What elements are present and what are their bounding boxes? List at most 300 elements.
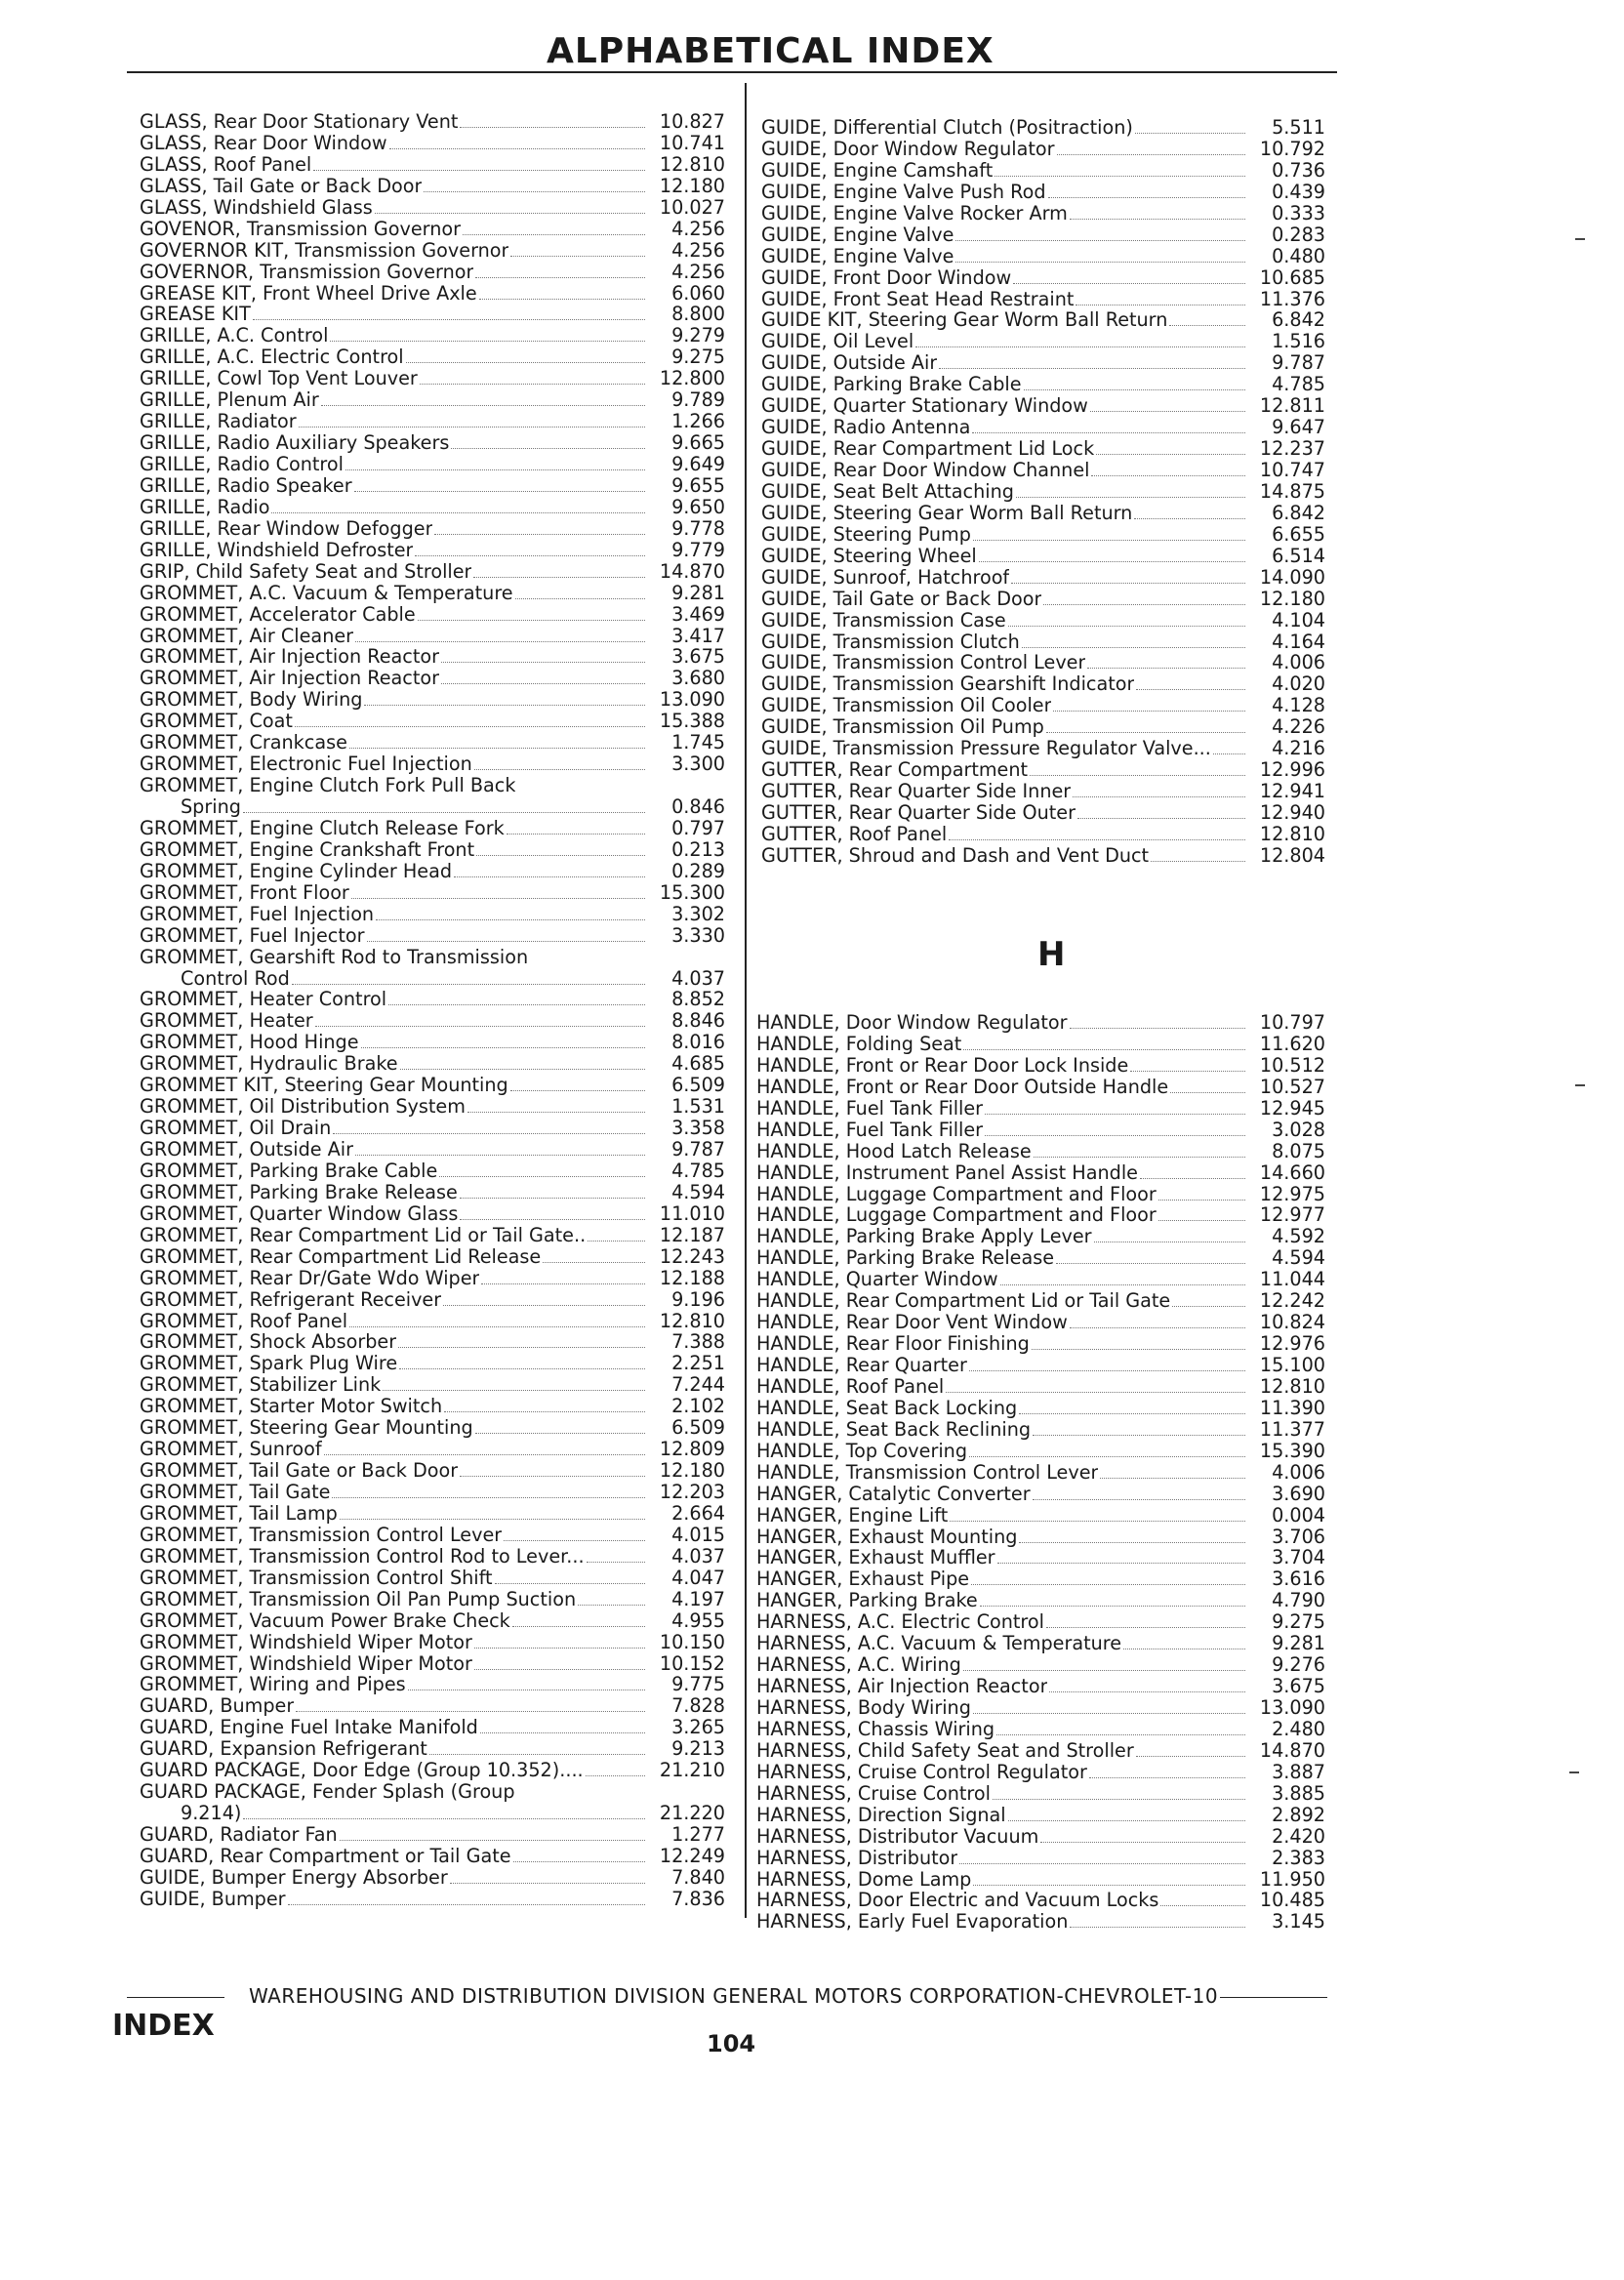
leader-dots: [993, 1799, 1245, 1800]
entry-reference-number: 15.388: [659, 710, 725, 733]
entry-reference-number: 3.675: [1272, 1675, 1325, 1698]
entry-reference-number: 12.800: [659, 367, 725, 390]
entry-reference-number: 0.439: [1272, 180, 1325, 203]
leader-dots: [1160, 1905, 1245, 1906]
entry-reference-number: 4.216: [1272, 737, 1325, 760]
index-entry: [761, 802, 1325, 824]
leader-dots: [364, 705, 645, 706]
entry-reference-number: 8.800: [671, 303, 725, 326]
leader-dots: [543, 1262, 645, 1263]
leader-dots: [972, 432, 1245, 433]
entry-reference-number: 4.006: [1272, 1460, 1325, 1484]
entry-label: GUIDE, Engine Valve Push Rod: [761, 181, 1046, 203]
entry-reference-number: 9.779: [671, 538, 725, 561]
entry-label: HANDLE, Transmission Control Lever: [756, 1461, 1099, 1484]
leader-dots: [1158, 1220, 1245, 1221]
index-entry: [140, 1246, 725, 1268]
entry-label: HANGER, Engine Lift: [756, 1504, 949, 1527]
leader-dots: [1136, 1756, 1245, 1757]
index-entry: [140, 111, 725, 133]
entry-label: GROMMET, Transmission Control Rod to Lever...: [140, 1545, 585, 1568]
entry-label: GUIDE KIT, Steering Gear Worm Ball Return: [761, 309, 1168, 332]
leader-dots: [330, 341, 645, 342]
entry-reference-number: 0.289: [671, 859, 725, 882]
index-entry: [761, 781, 1325, 802]
leader-dots: [1070, 1028, 1245, 1029]
index-entry: [140, 947, 725, 968]
entry-reference-number: 4.015: [671, 1523, 725, 1546]
entry-label: HARNESS, Dome Lamp: [756, 1868, 972, 1891]
leader-dots: [1019, 1542, 1245, 1543]
index-entry: [140, 1717, 725, 1738]
leader-dots: [313, 170, 645, 171]
entry-label: GRILLE, Radiator: [140, 411, 297, 433]
entry-reference-number: 11.044: [1259, 1268, 1325, 1291]
index-entry: [140, 389, 725, 411]
entry-label: GUIDE, Outside Air: [761, 352, 938, 375]
entry-label: GRILLE, Windshield Defroster: [140, 539, 414, 561]
entry-label: GUIDE, Rear Door Window Channel: [761, 460, 1090, 481]
entry-label: GROMMET, Transmission Control Shift: [140, 1567, 493, 1589]
entry-reference-number: 9.275: [671, 346, 725, 369]
index-entry: [140, 882, 725, 904]
entry-reference-number: 1.745: [671, 731, 725, 754]
leader-dots: [354, 491, 645, 492]
entry-reference-number: 0.846: [671, 795, 725, 818]
index-entry: [756, 1848, 1325, 1869]
entry-label: GROMMET, Tail Gate: [140, 1482, 331, 1503]
entry-reference-number: 0.004: [1272, 1503, 1325, 1527]
entry-reference-number: 12.996: [1259, 758, 1325, 782]
entry-label: HANDLE, Rear Quarter: [756, 1355, 967, 1376]
entry-reference-number: 10.827: [659, 110, 725, 133]
leader-dots: [349, 1326, 645, 1327]
index-entry: [756, 1484, 1325, 1505]
leader-dots: [915, 346, 1245, 347]
index-entry: [761, 845, 1325, 867]
leader-dots: [1040, 1842, 1245, 1843]
leader-dots: [969, 1456, 1245, 1457]
index-entry: [140, 1632, 725, 1653]
index-entry: [756, 1611, 1325, 1633]
entry-reference-number: 10.512: [1259, 1053, 1325, 1077]
entry-label: GREASE KIT: [140, 304, 251, 326]
entry-label: GRILLE, Radio Auxiliary Speakers: [140, 432, 450, 455]
index-entry: [756, 1783, 1325, 1805]
leader-dots: [973, 1885, 1245, 1886]
entry-label: HANGER, Exhaust Pipe: [756, 1568, 970, 1591]
leader-dots: [388, 1004, 645, 1005]
entry-label: HARNESS, A.C. Vacuum & Temperature: [756, 1633, 1122, 1655]
entry-label: GROMMET, Heater Control: [140, 989, 387, 1011]
index-entry: [140, 1053, 725, 1075]
leader-dots: [439, 1176, 645, 1177]
entry-reference-number: 11.377: [1259, 1417, 1325, 1441]
index-entry: [140, 626, 725, 647]
entry-label: GUARD, Engine Fuel Intake Manifold: [140, 1717, 478, 1739]
entry-label: GROMMET, Stabilizer Link: [140, 1374, 382, 1397]
index-entry: [140, 1482, 725, 1503]
leader-dots: [1046, 1627, 1245, 1628]
footer-rule-right: [1220, 1997, 1327, 1998]
entry-label: GROMMET, Transmission Control Lever: [140, 1524, 503, 1546]
leader-dots: [1049, 1691, 1245, 1692]
leader-dots: [949, 839, 1245, 840]
index-entry: [140, 1760, 725, 1781]
leader-dots: [588, 1241, 645, 1242]
entry-reference-number: 2.420: [1272, 1824, 1325, 1848]
entry-label: GUIDE, Tail Gate or Back Door: [761, 588, 1042, 610]
leader-dots: [418, 620, 645, 621]
entry-reference-number: 12.188: [659, 1266, 725, 1289]
entry-label: GROMMET, Rear Dr/Gate Wdo Wiper: [140, 1267, 480, 1289]
entry-label: GUARD, Bumper: [140, 1695, 295, 1718]
entry-reference-number: 2.892: [1272, 1803, 1325, 1826]
index-entry: [761, 395, 1325, 417]
index-entry: [756, 1204, 1325, 1226]
entry-label: GOVENOR, Transmission Governor: [140, 218, 462, 240]
entry-label: GRILLE, Cowl Top Vent Louver: [140, 368, 418, 390]
leader-dots: [586, 1775, 645, 1776]
leader-dots: [451, 448, 645, 449]
entry-reference-number: 12.976: [1259, 1332, 1325, 1356]
index-entry: [756, 1568, 1325, 1590]
index-entry: [756, 1462, 1325, 1484]
entry-reference-number: 9.778: [671, 516, 725, 540]
entry-label: HANDLE, Folding Seat: [756, 1033, 962, 1055]
index-entry: [140, 1396, 725, 1417]
entry-reference-number: 9.775: [671, 1673, 725, 1696]
leader-dots: [996, 1734, 1245, 1735]
entry-reference-number: 6.842: [1272, 501, 1325, 524]
index-entry: [140, 1503, 725, 1525]
index-entry: [140, 540, 725, 561]
entry-label: GUIDE, Transmission Oil Pump: [761, 716, 1044, 739]
index-entry: [140, 839, 725, 861]
entry-reference-number: 12.187: [659, 1223, 725, 1246]
index-entry: [140, 1674, 725, 1695]
index-entry: [140, 1311, 725, 1332]
leader-dots: [1100, 1478, 1245, 1479]
entry-label: GROMMET, Coat: [140, 711, 293, 733]
leader-dots: [253, 319, 645, 320]
entry-label: HANDLE, Seat Back Reclining: [756, 1418, 1032, 1441]
index-entry: [761, 610, 1325, 631]
leader-dots: [979, 561, 1245, 562]
leader-dots: [429, 1754, 645, 1755]
leader-dots: [1053, 711, 1245, 712]
entry-reference-number: 4.785: [1272, 373, 1325, 396]
entry-label: HANDLE, Parking Brake Apply Lever: [756, 1226, 1092, 1248]
entry-label: HARNESS, Chassis Wiring: [756, 1718, 995, 1740]
leader-dots: [1213, 753, 1245, 754]
entry-label: GROMMET, Air Injection Reactor: [140, 646, 439, 669]
entry-reference-number: 4.256: [671, 217, 725, 240]
entry-reference-number: 9.787: [671, 1138, 725, 1160]
entry-reference-number: 4.128: [1272, 694, 1325, 717]
index-entry: [761, 824, 1325, 845]
leader-dots: [243, 1818, 645, 1819]
leader-dots: [340, 1840, 645, 1841]
leader-dots: [383, 1390, 645, 1391]
leader-dots: [1008, 1820, 1245, 1821]
entry-reference-number: 6.842: [1272, 308, 1325, 332]
entry-reference-number: 10.485: [1259, 1889, 1325, 1912]
entry-label: GROMMET, Hydraulic Brake: [140, 1053, 398, 1076]
index-entry: [140, 1824, 725, 1846]
entry-reference-number: 4.685: [671, 1052, 725, 1076]
entry-reference-number: 10.027: [659, 195, 725, 219]
index-entry: [756, 1719, 1325, 1740]
entry-reference-number: 8.852: [671, 988, 725, 1011]
entry-reference-number: 3.358: [671, 1117, 725, 1140]
entry-label: HANDLE, Roof Panel: [756, 1375, 945, 1398]
leader-dots: [415, 555, 645, 556]
entry-reference-number: 9.275: [1272, 1610, 1325, 1634]
index-entry: [761, 267, 1325, 289]
index-entry: [761, 309, 1325, 331]
entry-label: Spring: [181, 796, 241, 818]
entry-label: GROMMET, Wiring and Pipes: [140, 1674, 406, 1696]
leader-dots: [985, 1114, 1245, 1115]
entry-label: GUIDE, Oil Level: [761, 331, 914, 353]
entry-reference-number: 12.810: [1259, 822, 1325, 845]
index-entry: [140, 1781, 725, 1803]
leader-dots: [1019, 1413, 1245, 1414]
leader-dots: [1000, 1284, 1245, 1285]
entry-reference-number: 8.846: [671, 1009, 725, 1033]
index-entry: [756, 1805, 1325, 1826]
leader-dots: [434, 534, 645, 535]
entry-reference-number: 9.787: [1272, 351, 1325, 375]
entry-reference-number: 14.660: [1259, 1160, 1325, 1184]
entry-label: GROMMET, Tail Gate or Back Door: [140, 1460, 459, 1483]
entry-reference-number: 13.090: [659, 688, 725, 712]
entry-label: GROMMET, Quarter Window Glass: [140, 1202, 459, 1225]
title-rule: [127, 71, 1337, 73]
entry-reference-number: 14.870: [659, 559, 725, 583]
leader-dots: [443, 1305, 645, 1306]
entry-reference-number: 10.527: [1259, 1075, 1325, 1098]
entry-label: GROMMET, Roof Panel: [140, 1310, 348, 1332]
entry-label: HANGER, Exhaust Muffler: [756, 1547, 995, 1569]
entry-reference-number: 14.875: [1259, 479, 1325, 503]
entry-label: GUIDE, Parking Brake Cable: [761, 374, 1022, 396]
entry-label: HANDLE, Front or Rear Door Outside Handle: [756, 1076, 1169, 1098]
leader-dots: [495, 1583, 645, 1584]
entry-reference-number: 0.797: [671, 816, 725, 839]
leader-dots: [1169, 325, 1245, 326]
index-entry: [140, 561, 725, 583]
index-entry: [761, 738, 1325, 759]
entry-reference-number: 4.256: [671, 238, 725, 262]
entry-reference-number: 12.975: [1259, 1182, 1325, 1205]
entry-label: 9.214): [181, 1803, 242, 1825]
leader-dots: [510, 256, 645, 257]
entry-reference-number: 12.180: [659, 1459, 725, 1483]
leader-dots: [463, 234, 645, 235]
index-entry: [140, 904, 725, 925]
index-entry: [761, 374, 1325, 395]
index-entry: [140, 583, 725, 604]
leader-dots: [324, 1454, 645, 1455]
entry-label: GUTTER, Roof Panel: [761, 823, 948, 845]
leader-dots: [375, 213, 645, 214]
leader-dots: [473, 577, 645, 578]
entry-label: GUTTER, Shroud and Dash and Vent Duct: [761, 844, 1150, 867]
index-entry: [140, 925, 725, 947]
index-entry: [761, 331, 1325, 352]
entry-label: GROMMET, Crankcase: [140, 732, 347, 754]
leader-dots: [1008, 626, 1245, 627]
index-entry: [761, 224, 1325, 246]
entry-label: GROMMET, Oil Distribution System: [140, 1096, 466, 1119]
leader-dots: [513, 1861, 645, 1862]
leader-dots: [1032, 1349, 1245, 1350]
index-entry: [756, 1527, 1325, 1548]
leader-dots: [963, 1670, 1245, 1671]
leader-dots: [985, 1135, 1245, 1136]
entry-reference-number: 10.797: [1259, 1011, 1325, 1034]
index-entry: [140, 968, 725, 990]
entry-label: GUTTER, Rear Quarter Side Outer: [761, 802, 1076, 824]
index-entry: [140, 432, 725, 454]
index-entry: [140, 197, 725, 219]
index-entry: [761, 589, 1325, 610]
index-entry: [761, 352, 1325, 374]
entry-label: HANDLE, Luggage Compartment and Floor: [756, 1183, 1157, 1205]
entry-reference-number: 1.277: [671, 1823, 725, 1846]
leader-dots: [474, 1669, 645, 1670]
entry-reference-number: 11.390: [1259, 1396, 1325, 1419]
index-entry: [140, 1032, 725, 1053]
entry-label: HARNESS, Cruise Control: [756, 1782, 991, 1805]
index-entry: [140, 818, 725, 839]
index-entry: [756, 1826, 1325, 1848]
leader-dots: [476, 855, 645, 856]
leader-dots: [1033, 1499, 1245, 1500]
leader-dots: [481, 1283, 645, 1284]
index-entry: [756, 1312, 1325, 1333]
leader-dots: [1030, 775, 1245, 776]
entry-label: GROMMET, Windshield Wiper Motor: [140, 1652, 472, 1675]
entry-reference-number: 12.809: [659, 1438, 725, 1461]
entry-reference-number: 6.655: [1272, 522, 1325, 546]
entry-label: GROMMET, Heater: [140, 1010, 313, 1033]
index-entry: [756, 1247, 1325, 1269]
entry-label: GROMMET, Hood Hinge: [140, 1032, 359, 1054]
index-entry: [140, 219, 725, 240]
index-entry: [756, 1098, 1325, 1120]
entry-reference-number: 3.265: [671, 1716, 725, 1739]
leader-dots: [507, 834, 645, 835]
leader-dots: [1011, 583, 1245, 584]
index-entry: [756, 1012, 1325, 1034]
index-entry: [756, 1654, 1325, 1676]
leader-dots: [1140, 1178, 1245, 1179]
entry-label: GUIDE, Steering Pump: [761, 523, 971, 546]
entry-label: GUIDE, Differential Clutch (Positraction): [761, 117, 1133, 139]
index-entry: [140, 1546, 725, 1568]
index-entry: [140, 1096, 725, 1118]
page-title: ALPHABETICAL INDEX: [547, 31, 995, 71]
entry-reference-number: 0.736: [1272, 158, 1325, 182]
entry-label: GUARD PACKAGE, Fender Splash (Group: [140, 1781, 515, 1804]
index-entry: [140, 497, 725, 518]
entry-reference-number: 12.242: [1259, 1289, 1325, 1313]
entry-label: GROMMET, Transmission Oil Pan Pump Suction: [140, 1588, 577, 1610]
index-entry: [140, 711, 725, 732]
entry-label: GROMMET, Electronic Fuel Injection: [140, 753, 472, 776]
leader-dots: [441, 662, 645, 663]
leader-dots: [315, 1026, 645, 1027]
index-entry: [761, 546, 1325, 567]
entry-reference-number: 9.655: [671, 473, 725, 497]
leader-dots: [420, 384, 645, 385]
entry-reference-number: 10.685: [1259, 265, 1325, 289]
leader-dots: [1043, 604, 1245, 605]
entry-label: GROMMET, A.C. Vacuum & Temperature: [140, 582, 513, 604]
entry-label: HANDLE, Seat Back Locking: [756, 1397, 1018, 1419]
entry-label: GROMMET, Steering Gear Mounting: [140, 1417, 473, 1440]
entry-reference-number: 0.333: [1272, 201, 1325, 224]
leader-dots: [955, 240, 1245, 241]
entry-reference-number: 11.010: [659, 1201, 725, 1225]
entry-label: HARNESS, Air Injection Reactor: [756, 1676, 1048, 1698]
leader-dots: [332, 1497, 645, 1498]
entry-label: GROMMET, Engine Crankshaft Front: [140, 838, 475, 861]
index-label: INDEX: [112, 2009, 215, 2043]
index-entry: [756, 1740, 1325, 1762]
index-entry: [756, 1633, 1325, 1654]
entry-label: GROMMET, Refrigerant Receiver: [140, 1288, 442, 1311]
entry-label: HARNESS, Body Wiring: [756, 1697, 971, 1719]
index-entry: [140, 411, 725, 432]
entry-label: HARNESS, Door Electric and Vacuum Locks: [756, 1890, 1159, 1912]
entry-reference-number: 3.704: [1272, 1546, 1325, 1569]
index-entry: [140, 1353, 725, 1374]
entry-label: GUIDE, Radio Antenna: [761, 417, 971, 439]
leader-dots: [479, 299, 645, 300]
entry-label: GROMMET, Fuel Injection: [140, 903, 375, 925]
entry-reference-number: 12.810: [1259, 1374, 1325, 1398]
index-entry: [140, 1738, 725, 1760]
leader-dots: [475, 277, 645, 278]
entry-label: GUARD, Expansion Refrigerant: [140, 1738, 427, 1761]
entry-label: GUIDE, Transmission Pressure Regulator Valve...: [761, 738, 1211, 760]
entry-reference-number: 3.417: [671, 624, 725, 647]
index-entry: [756, 1141, 1325, 1162]
entry-reference-number: 4.594: [1272, 1246, 1325, 1270]
entry-label: GROMMET, Sunroof: [140, 1439, 322, 1461]
index-entry: [140, 1203, 725, 1225]
leader-dots: [450, 1883, 645, 1884]
entry-label: HANDLE, Rear Door Vent Window: [756, 1312, 1068, 1334]
entry-reference-number: 2.383: [1272, 1846, 1325, 1869]
entry-reference-number: 12.940: [1259, 801, 1325, 824]
entry-reference-number: 11.376: [1259, 287, 1325, 310]
leader-dots: [398, 1347, 645, 1348]
entry-reference-number: 10.747: [1259, 459, 1325, 481]
leader-dots: [1013, 283, 1245, 284]
index-entry: [761, 652, 1325, 673]
leader-dots: [1130, 1071, 1245, 1072]
entry-label: GROMMET, Fuel Injector: [140, 924, 365, 947]
index-entry: [761, 481, 1325, 503]
entry-label: HANDLE, Top Covering: [756, 1440, 968, 1462]
index-entry: [140, 689, 725, 711]
leader-dots: [950, 1521, 1245, 1522]
